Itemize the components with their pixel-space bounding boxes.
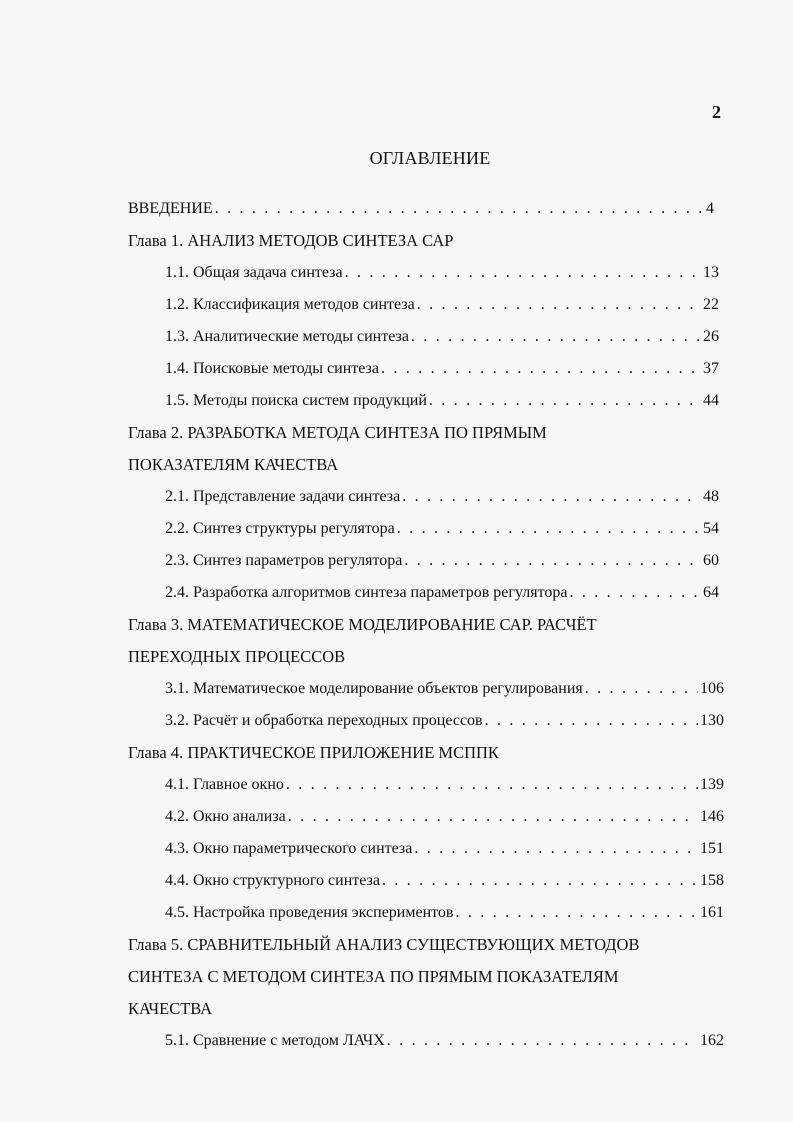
- toc-section-2-3[interactable]: 2.3. Синтез параметров регулятора . . . 60: [165, 550, 719, 572]
- toc-section-1-2[interactable]: 1.2. Классификация методов синтеза . . . 22: [165, 294, 719, 316]
- toc-section-1-5[interactable]: 1.5. Методы поиска систем продукций . . . 44: [165, 390, 719, 412]
- toc-section-4-4[interactable]: 4.4. Окно структурного синтеза . . . 158: [165, 870, 724, 892]
- toc-chapter-5[interactable]: Глава 5. СРАВНИТЕЛЬНЫЙ АНАЛИЗ СУЩЕСТВУЮЩИХ МЕТОДОВ: [128, 935, 640, 954]
- toc-section-2-2[interactable]: 2.2. Синтез структуры регулятора . . . 54: [165, 518, 719, 540]
- toc-chapter-5-line3[interactable]: КАЧЕСТВА: [128, 999, 213, 1018]
- toc-section-3-1[interactable]: 3.1. Математическое моделирование объектов регулирования . . . 106: [165, 678, 724, 700]
- toc-section-4-5[interactable]: 4.5. Настройка проведения экспериментов . . . 161: [165, 902, 724, 924]
- toc-section-4-1[interactable]: 4.1. Главное окно . . . 139: [165, 774, 724, 796]
- toc-chapter-2-line2[interactable]: ПОКАЗАТЕЛЯМ КАЧЕСТВА: [128, 455, 339, 474]
- toc-section-5-1[interactable]: 5.1. Сравнение с методом ЛАЧХ . . . 162: [165, 1030, 724, 1052]
- toc-section-3-2[interactable]: 3.2. Расчёт и обработка переходных процессов . . . 130: [165, 710, 724, 732]
- toc-section-2-4[interactable]: 2.4. Разработка алгоритмов синтеза параметров регулятора . . . 64: [165, 582, 719, 604]
- toc-section-4-3[interactable]: 4.3. Окно параметрического синтеза . . . 151: [165, 838, 724, 860]
- toc-section-2-1[interactable]: 2.1. Представление задачи синтеза . . . 48: [165, 486, 719, 508]
- page-number: 2: [712, 102, 721, 122]
- toc-section-1-3[interactable]: 1.3. Аналитические методы синтеза . . . 26: [165, 326, 719, 348]
- toc-section-4-2[interactable]: 4.2. Окно анализа . . . 146: [165, 806, 724, 828]
- toc-chapter-1[interactable]: Глава 1. АНАЛИЗ МЕТОДОВ СИНТЕЗА САР: [128, 231, 454, 250]
- toc-section-1-1[interactable]: 1.1. Общая задача синтеза . . . 13: [165, 262, 719, 284]
- toc-chapter-3[interactable]: Глава 3. МАТЕМАТИЧЕСКОЕ МОДЕЛИРОВАНИЕ САР. РАСЧЁТ: [128, 615, 597, 634]
- toc-chapter-2[interactable]: Глава 2. РАЗРАБОТКА МЕТОДА СИНТЕЗА ПО ПРЯМЫМ: [128, 423, 547, 442]
- toc-title: ОГЛАВЛЕНИЕ: [369, 148, 491, 168]
- toc-chapter-4[interactable]: Глава 4. ПРАКТИЧЕСКОЕ ПРИЛОЖЕНИЕ МСППК: [128, 743, 499, 762]
- toc-chapter-3-line2[interactable]: ПЕРЕХОДНЫХ ПРОЦЕССОВ: [128, 647, 346, 666]
- toc-chapter-5-line2[interactable]: СИНТЕЗА С МЕТОДОМ СИНТЕЗА ПО ПРЯМЫМ ПОКАЗАТЕЛЯМ: [128, 967, 619, 986]
- toc-entry-introduction[interactable]: ВВЕДЕНИЕ . . . 4: [128, 198, 714, 220]
- toc-section-1-4[interactable]: 1.4. Поисковые методы синтеза . . . 37: [165, 358, 719, 380]
